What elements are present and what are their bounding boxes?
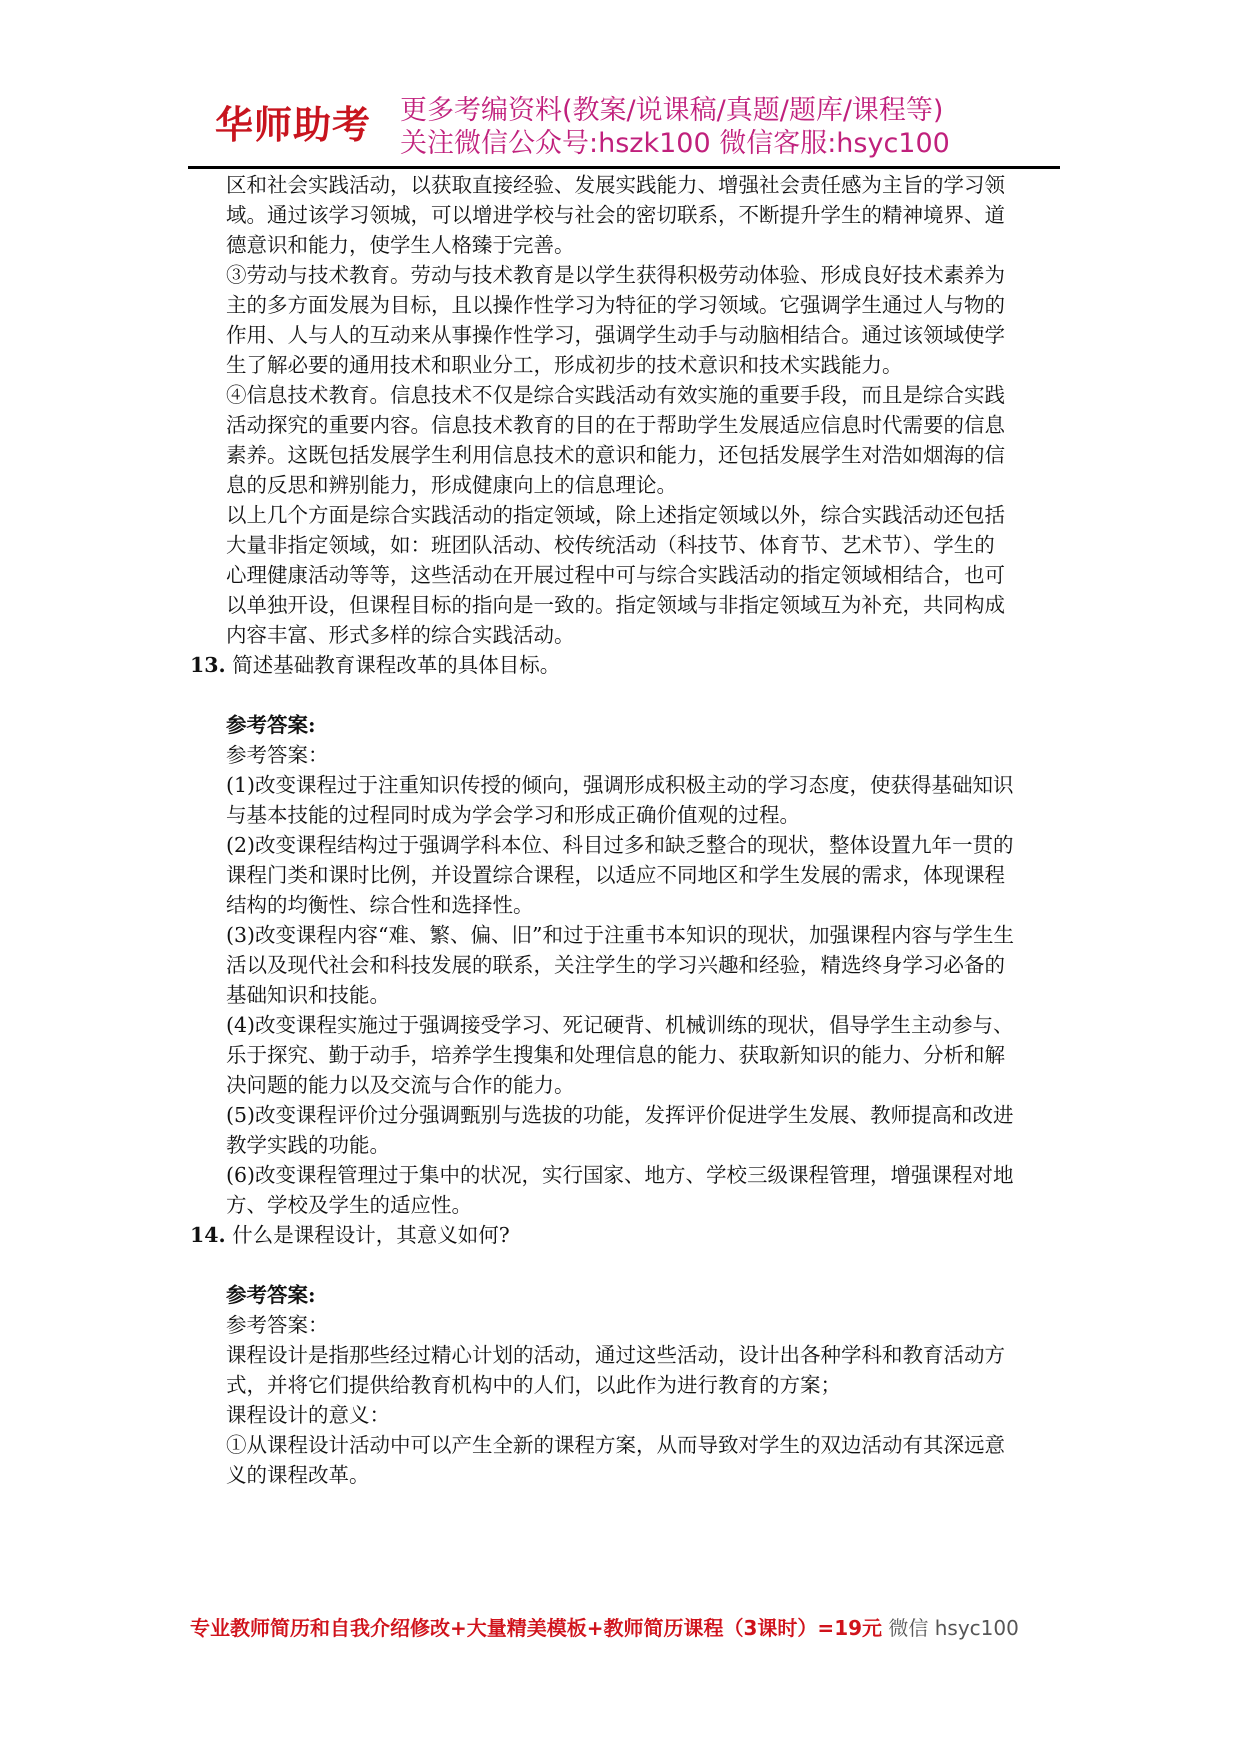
promo-line-1: 更多考编资料(教案/说课稿/真题/题库/课程等) — [400, 95, 944, 126]
answer-line: (3)改变课程内容“难、繁、偏、旧”和过于注重书本知识的现状，加强课程内容与学生生 — [226, 923, 1014, 947]
body-line: 德意识和能力，使学生人格臻于完善。 — [226, 233, 575, 257]
answer-line: 义的课程改革。 — [226, 1463, 370, 1487]
answer-line: (4)改变课程实施过于强调接受学习、死记硬背、机械训练的现状，倡导学生主动参与、 — [226, 1013, 1014, 1037]
answer-line: 课程设计是指那些经过精心计划的活动，通过这些活动，设计出各种学科和教育活动方 — [226, 1343, 1005, 1367]
brand-logo: 华师助考 — [215, 103, 372, 147]
footer-promo-banner — [190, 1612, 1070, 1641]
answer-line: 与基本技能的过程同时成为学会学习和形成正确价值观的过程。 — [226, 803, 800, 827]
answer-line: (1)改变课程过于注重知识传授的倾向，强调形成积极主动的学习态度，使获得基础知识 — [226, 773, 1014, 797]
answer-heading: 参考答案: — [226, 713, 316, 737]
answer-line: 基础知识和技能。 — [226, 983, 390, 1007]
answer-line: 乐于探究、勤于动手，培养学生搜集和处理信息的能力、获取新知识的能力、分析和解 — [226, 1043, 1005, 1067]
body-line: ③劳动与技术教育。劳动与技术教育是以学生获得积极劳动体验、形成良好技术素养为 — [226, 263, 1005, 287]
question-text: 简述基础教育课程改革的具体目标。 — [232, 653, 561, 677]
footer-promo-text: 专业教师简历和自我介绍修改+大量精美模板+教师简历课程（3课时）=19元 — [190, 1616, 883, 1640]
body-line: 大量非指定领域，如：班团队活动、校传统活动（科技节、体育节、艺术节）、学生的 — [226, 533, 995, 557]
body-line: 以单独开设，但课程目标的指向是一致的。指定领域与非指定领域互为补充，共同构成 — [226, 593, 1005, 617]
body-line: 素养。这既包括发展学生利用信息技术的意识和能力，还包括发展学生对浩如烟海的信 — [226, 443, 1005, 467]
header-promo — [400, 94, 950, 160]
body-line: 区和社会实践活动，以获取直接经验、发展实践能力、增强社会责任感为主旨的学习领 — [226, 173, 1005, 197]
body-line: 主的多方面发展为目标，且以操作性学习为特征的学习领域。它强调学生通过人与物的 — [226, 293, 1005, 317]
question-text: 什么是课程设计，其意义如何? — [232, 1223, 510, 1247]
answer-label: 参考答案： — [226, 1313, 329, 1337]
question-number: 14. — [190, 1223, 226, 1247]
answer-line: (2)改变课程结构过于强调学科本位、科目过多和缺乏整合的现状，整体设置九年一贯的 — [226, 833, 1014, 857]
answer-line: 方、学校及学生的适应性。 — [226, 1193, 472, 1217]
answer-line: 决问题的能力以及交流与合作的能力。 — [226, 1073, 575, 1097]
answer-line: (5)改变课程评价过分强调甄别与选拔的功能，发挥评价促进学生发展、教师提高和改进 — [226, 1103, 1014, 1127]
answer-line: 结构的均衡性、综合性和选择性。 — [226, 893, 534, 917]
body-line: 活动探究的重要内容。信息技术教育的目的在于帮助学生发展适应信息时代需要的信息 — [226, 413, 1005, 437]
answer-label: 参考答案： — [226, 743, 329, 767]
question-14 — [190, 1220, 510, 1250]
answer-line: (6)改变课程管理过于集中的状况，实行国家、地方、学校三级课程管理，增强课程对地 — [226, 1163, 1014, 1187]
footer-contact: 微信 hsyc100 — [882, 1616, 1019, 1640]
body-line: 作用、人与人的互动来从事操作性学习，强调学生动手与动脑相结合。通过该领域使学 — [226, 323, 1005, 347]
answer-line: 式，并将它们提供给教育机构中的人们，以此作为进行教育的方案； — [226, 1373, 841, 1397]
body-line: 以上几个方面是综合实践活动的指定领域，除上述指定领域以外，综合实践活动还包括 — [226, 503, 1005, 527]
body-line: 域。通过该学习领城，可以增进学校与社会的密切联系，不断提升学生的精神境界、道 — [226, 203, 1005, 227]
answer-line: ①从课程设计活动中可以产生全新的课程方案，从而导致对学生的双边活动有其深远意 — [226, 1433, 1005, 1457]
answer-line: 教学实践的功能。 — [226, 1133, 390, 1157]
answer-heading: 参考答案: — [226, 1283, 316, 1307]
body-line: ④信息技术教育。信息技术不仅是综合实践活动有效实施的重要手段，而且是综合实践 — [226, 383, 1005, 407]
body-line: 心理健康活动等等，这些活动在开展过程中可与综合实践活动的指定领域相结合，也可 — [226, 563, 1005, 587]
question-13 — [190, 650, 560, 680]
answer-line: 课程设计的意义： — [226, 1403, 390, 1427]
body-line: 内容丰富、形式多样的综合实践活动。 — [226, 623, 575, 647]
answer-line: 活以及现代社会和科技发展的联系，关注学生的学习兴趣和经验，精选终身学习必备的 — [226, 953, 1005, 977]
header-divider — [188, 166, 1060, 169]
answer-line: 课程门类和课时比例，并设置综合课程，以适应不同地区和学生发展的需求，体现课程 — [226, 863, 1005, 887]
question-number: 13. — [190, 653, 226, 677]
promo-line-2: 关注微信公众号:hszk100 微信客服:hsyc100 — [400, 128, 950, 159]
body-line: 生了解必要的通用技术和职业分工，形成初步的技术意识和技术实践能力。 — [226, 353, 903, 377]
body-line: 息的反思和辨别能力，形成健康向上的信息理论。 — [226, 473, 677, 497]
page-header-banner — [190, 92, 1060, 164]
